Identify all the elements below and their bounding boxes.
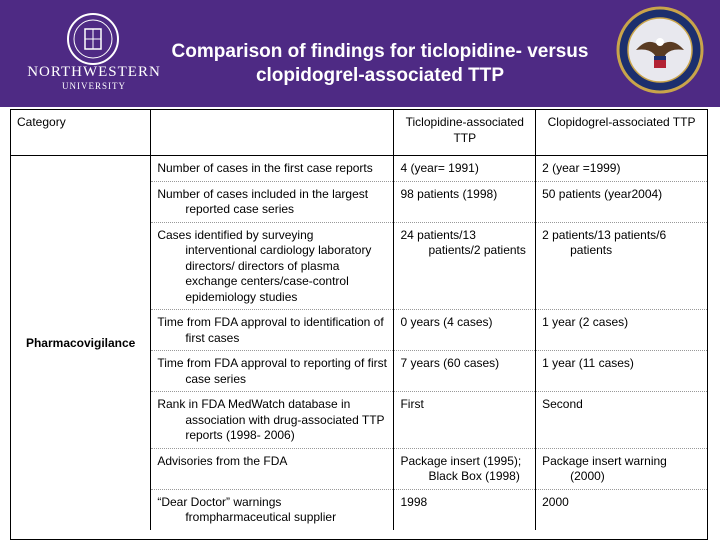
finding-cell-text: Cases identified by surveying interventional cardiology laboratory directors/ directors of plasma exchange centers/case-control epidemiology studies [157,227,372,304]
university-name: NORTHWESTERN [27,64,161,80]
ticlopidine-cell [394,351,536,392]
clopidogrel-cell-text: Package insert warning (2000) [542,453,667,483]
finding-cell [151,222,394,310]
finding-cell-text: Number of cases included in the largest reported case series [157,186,369,216]
clopidogrel-cell [536,181,707,222]
ticlopidine-cell-text: 7 years (60 cases) [400,356,500,370]
clopidogrel-cell-text: 1 year (2 cases) [542,315,629,329]
ticlopidine-cell [394,181,536,222]
finding-cell-text: Advisories from the FDA [157,453,288,468]
finding-cell [151,448,394,489]
clopidogrel-cell [536,351,707,392]
finding-cell [151,310,394,351]
clopidogrel-cell-text: 2 patients/13 patients/6 patients [542,227,667,257]
finding-cell-text: “Dear Doctor” warnings frompharmaceutical supplier [157,494,337,524]
northwestern-logo [24,64,164,92]
category-cell: Pharmacovigilance [11,156,151,530]
ticlopidine-cell-text: First [400,397,424,411]
finding-cell [151,392,394,449]
table-row [11,156,707,182]
va-seal-icon [616,6,704,94]
finding-cell-text: Time from FDA approval to identification of first cases [157,315,384,345]
title-line-1: Comparison of findings for ticlopidine- versus [171,41,589,62]
ticlopidine-cell [394,489,536,530]
header-ticlopidine: Ticlopidine-associated TTP [394,110,536,156]
header-category: Category [11,110,151,156]
ticlopidine-cell [394,392,536,449]
header-clopidogrel: Clopidogrel-associated TTP [536,110,707,156]
finding-cell [151,156,394,182]
finding-cell [151,351,394,392]
finding-cell [151,181,394,222]
clopidogrel-cell-text: 50 patients (year2004) [542,186,663,201]
ticlopidine-cell-text: 1998 [400,494,428,509]
clopidogrel-cell-text: 2 (year =1999) [542,161,621,175]
finding-cell [151,489,394,530]
slide-header [0,0,720,107]
ticlopidine-cell [394,222,536,310]
ticlopidine-cell [394,310,536,351]
table-header-row [11,110,707,156]
university-sub: UNIVERSITY [62,81,126,91]
ticlopidine-cell-text: 24 patients/13 patients/2 patients [400,227,526,257]
clopidogrel-cell [536,222,707,310]
header-finding [151,110,394,156]
clopidogrel-cell [536,156,707,182]
ticlopidine-cell-text: 0 years (4 cases) [400,315,493,329]
ticlopidine-cell [394,156,536,182]
ticlopidine-cell-text: 4 (year= 1991) [400,161,479,175]
title-line-2: clopidogrel-associated TTP [255,65,505,86]
ticlopidine-cell-text: 98 patients (1998) [400,186,498,201]
finding-cell-text: Rank in FDA MedWatch database in association with drug-associated TTP reports (1998- 2006) [157,397,385,442]
clopidogrel-cell [536,448,707,489]
clopidogrel-cell [536,310,707,351]
clopidogrel-cell [536,392,707,449]
northwestern-seal-icon [66,12,120,66]
finding-cell-text: Time from FDA approval to reporting of first case series [157,356,387,386]
slide-title [150,40,610,88]
clopidogrel-cell-text: Second [542,397,583,411]
ticlopidine-cell-text: Package insert (1995); Black Box (1998) [400,453,522,483]
clopidogrel-cell-text: 2000 [542,494,569,509]
clopidogrel-cell [536,489,707,530]
comparison-table [10,109,708,540]
clopidogrel-cell-text: 1 year (11 cases) [542,356,634,370]
ticlopidine-cell [394,448,536,489]
finding-cell-text: Number of cases in the first case reports [157,161,373,175]
